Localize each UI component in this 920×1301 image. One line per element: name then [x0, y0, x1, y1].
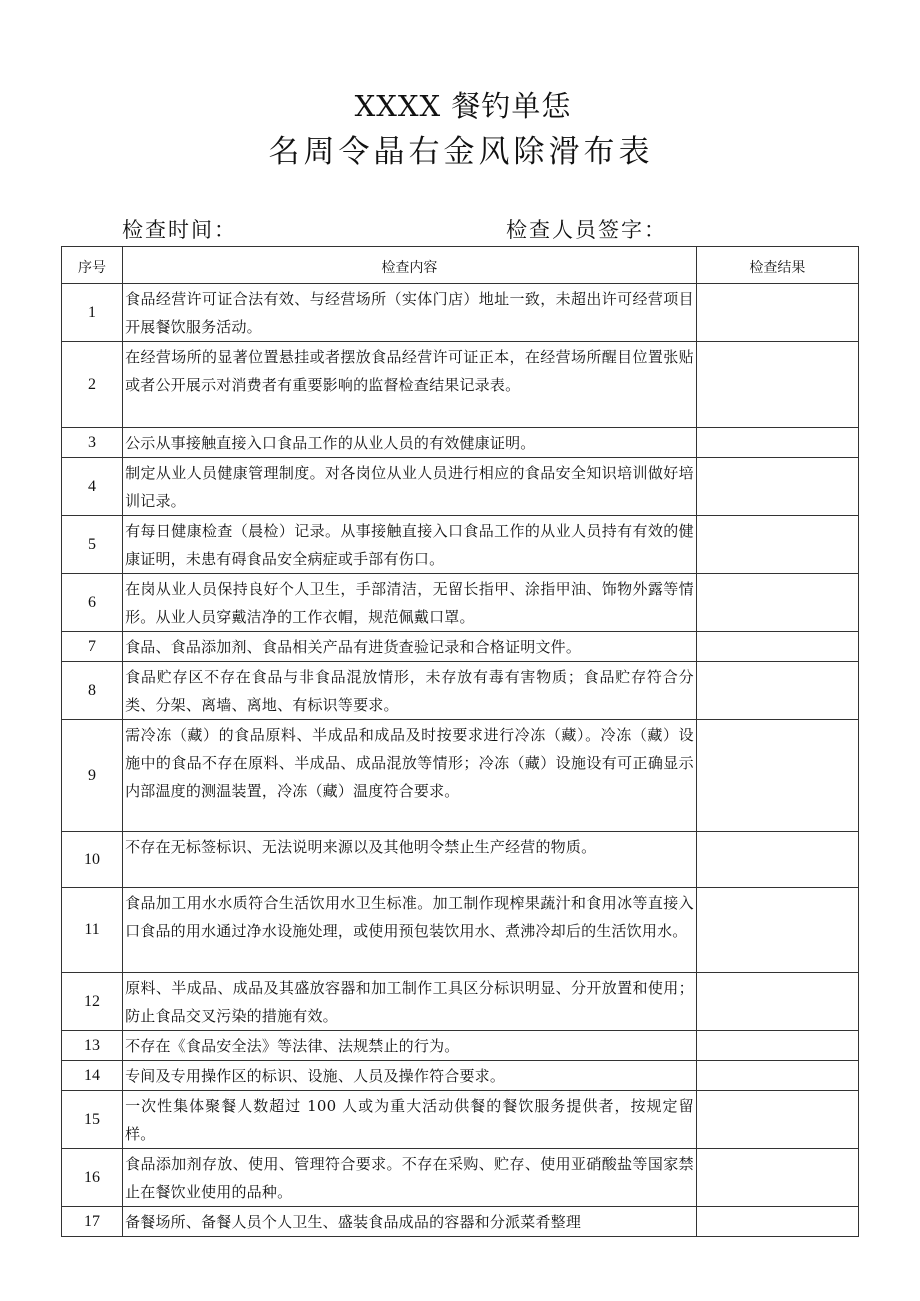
- row-result-cell[interactable]: [696, 662, 858, 720]
- header-check-content: 检查内容: [123, 247, 697, 284]
- table-row: [62, 1207, 859, 1237]
- table-row: [62, 516, 859, 574]
- header-check-result: 检查结果: [696, 247, 858, 284]
- row-result-cell[interactable]: [696, 1207, 858, 1237]
- row-number: 10: [62, 832, 123, 888]
- row-content: 备餐场所、备餐人员个人卫生、盛装食品成品的容器和分派菜肴整理: [123, 1207, 697, 1237]
- row-content: 食品、食品添加剂、食品相关产品有进货查验记录和合格证明文件。: [123, 632, 697, 662]
- header-serial-number: 序号: [62, 247, 123, 284]
- table-row: [62, 973, 859, 1031]
- table-row: [62, 720, 859, 832]
- table-row: [62, 1031, 859, 1061]
- row-number: 13: [62, 1031, 123, 1061]
- title-line-1: XXXX 餐钓单恁: [354, 89, 572, 123]
- row-result-cell[interactable]: [696, 832, 858, 888]
- row-number: 15: [62, 1091, 123, 1149]
- document-title: [0, 86, 920, 174]
- row-content: 有每日健康检查（晨检）记录。从事接触直接入口食品工作的从业人员持有有效的健康证明，未患有碍食品安全病症或手部有伤口。: [123, 516, 697, 574]
- row-number: 8: [62, 662, 123, 720]
- table-row: [62, 458, 859, 516]
- row-content: 专间及专用操作区的标识、设施、人员及操作符合要求。: [123, 1061, 697, 1091]
- row-result-cell[interactable]: [696, 632, 858, 662]
- row-number: 6: [62, 574, 123, 632]
- row-result-cell[interactable]: [696, 720, 858, 832]
- row-content: 公示从事接触直接入口食品工作的从业人员的有效健康证明。: [123, 428, 697, 458]
- table-row: [62, 1061, 859, 1091]
- row-content: 需冷冻（藏）的食品原料、半成品和成品及时按要求进行冷冻（藏）。冷冻（藏）设施中的食品不存在原料、半成品、成品混放等情形；冷冻（藏）设施设有可正确显示内部温度的测温装置，冷冻（藏）温度符合要求。: [123, 720, 697, 832]
- row-result-cell[interactable]: [696, 342, 858, 428]
- table-row: [62, 428, 859, 458]
- table-row: [62, 1149, 859, 1207]
- row-result-cell[interactable]: [696, 888, 858, 973]
- row-result-cell[interactable]: [696, 458, 858, 516]
- row-number: 11: [62, 888, 123, 973]
- row-content: 食品添加剂存放、使用、管理符合要求。不存在采购、贮存、使用亚硝酸盐等国家禁止在餐饮业使用的品种。: [123, 1149, 697, 1207]
- row-number: 9: [62, 720, 123, 832]
- table-row: [62, 662, 859, 720]
- row-result-cell[interactable]: [696, 973, 858, 1031]
- row-number: 14: [62, 1061, 123, 1091]
- row-content: 不存在无标签标识、无法说明来源以及其他明令禁止生产经营的物质。: [123, 832, 697, 888]
- table-header-row: [62, 247, 859, 284]
- row-result-cell[interactable]: [696, 1149, 858, 1207]
- row-number: 2: [62, 342, 123, 428]
- table-row: [62, 342, 859, 428]
- row-result-cell[interactable]: [696, 1031, 858, 1061]
- row-number: 3: [62, 428, 123, 458]
- inspection-meta: [122, 214, 822, 246]
- inspector-signature-label: 检查人员签字：: [506, 218, 667, 242]
- row-number: 12: [62, 973, 123, 1031]
- row-result-cell[interactable]: [696, 1061, 858, 1091]
- row-content: 原料、半成品、成品及其盛放容器和加工制作工具区分标识明显、分开放置和使用；防止食品交叉污染的措施有效。: [123, 973, 697, 1031]
- row-result-cell[interactable]: [696, 574, 858, 632]
- row-content: 一次性集体聚餐人数超过 100 人或为重大活动供餐的餐饮服务提供者，按规定留样。: [123, 1091, 697, 1149]
- row-number: 16: [62, 1149, 123, 1207]
- table-row: [62, 632, 859, 662]
- row-content: 食品经营许可证合法有效、与经营场所（实体门店）地址一致，未超出许可经营项目开展餐饮服务活动。: [123, 284, 697, 342]
- row-content: 食品加工用水水质符合生活饮用水卫生标准。加工制作现榨果蔬汁和食用冰等直接入口食品的用水通过净水设施处理，或使用预包装饮用水、煮沸冷却后的生活饮用水。: [123, 888, 697, 973]
- inspection-time-label: 检查时间：: [122, 218, 237, 242]
- table-row: [62, 1091, 859, 1149]
- row-result-cell[interactable]: [696, 1091, 858, 1149]
- row-number: 5: [62, 516, 123, 574]
- row-content: 制定从业人员健康管理制度。对各岗位从业人员进行相应的食品安全知识培训做好培训记录。: [123, 458, 697, 516]
- row-result-cell[interactable]: [696, 516, 858, 574]
- table-row: [62, 574, 859, 632]
- title-line-2: 名周令晶右金风除滑布表: [268, 134, 654, 170]
- row-content: 在经营场所的显著位置悬挂或者摆放食品经营许可证正本，在经营场所醒目位置张贴或者公开展示对消费者有重要影响的监督检查结果记录表。: [123, 342, 697, 428]
- row-number: 1: [62, 284, 123, 342]
- row-content: 不存在《食品安全法》等法律、法规禁止的行为。: [123, 1031, 697, 1061]
- row-number: 17: [62, 1207, 123, 1237]
- table-row: [62, 284, 859, 342]
- row-result-cell[interactable]: [696, 284, 858, 342]
- table-row: [62, 832, 859, 888]
- row-result-cell[interactable]: [696, 428, 858, 458]
- row-number: 4: [62, 458, 123, 516]
- table-row: [62, 888, 859, 973]
- inspection-table: [61, 246, 859, 1237]
- row-content: 食品贮存区不存在食品与非食品混放情形，未存放有毒有害物质；食品贮存符合分类、分架、离墙、离地、有标识等要求。: [123, 662, 697, 720]
- row-content: 在岗从业人员保持良好个人卫生，手部清洁，无留长指甲、涂指甲油、饰物外露等情形。从业人员穿戴洁净的工作衣帽，规范佩戴口罩。: [123, 574, 697, 632]
- row-number: 7: [62, 632, 123, 662]
